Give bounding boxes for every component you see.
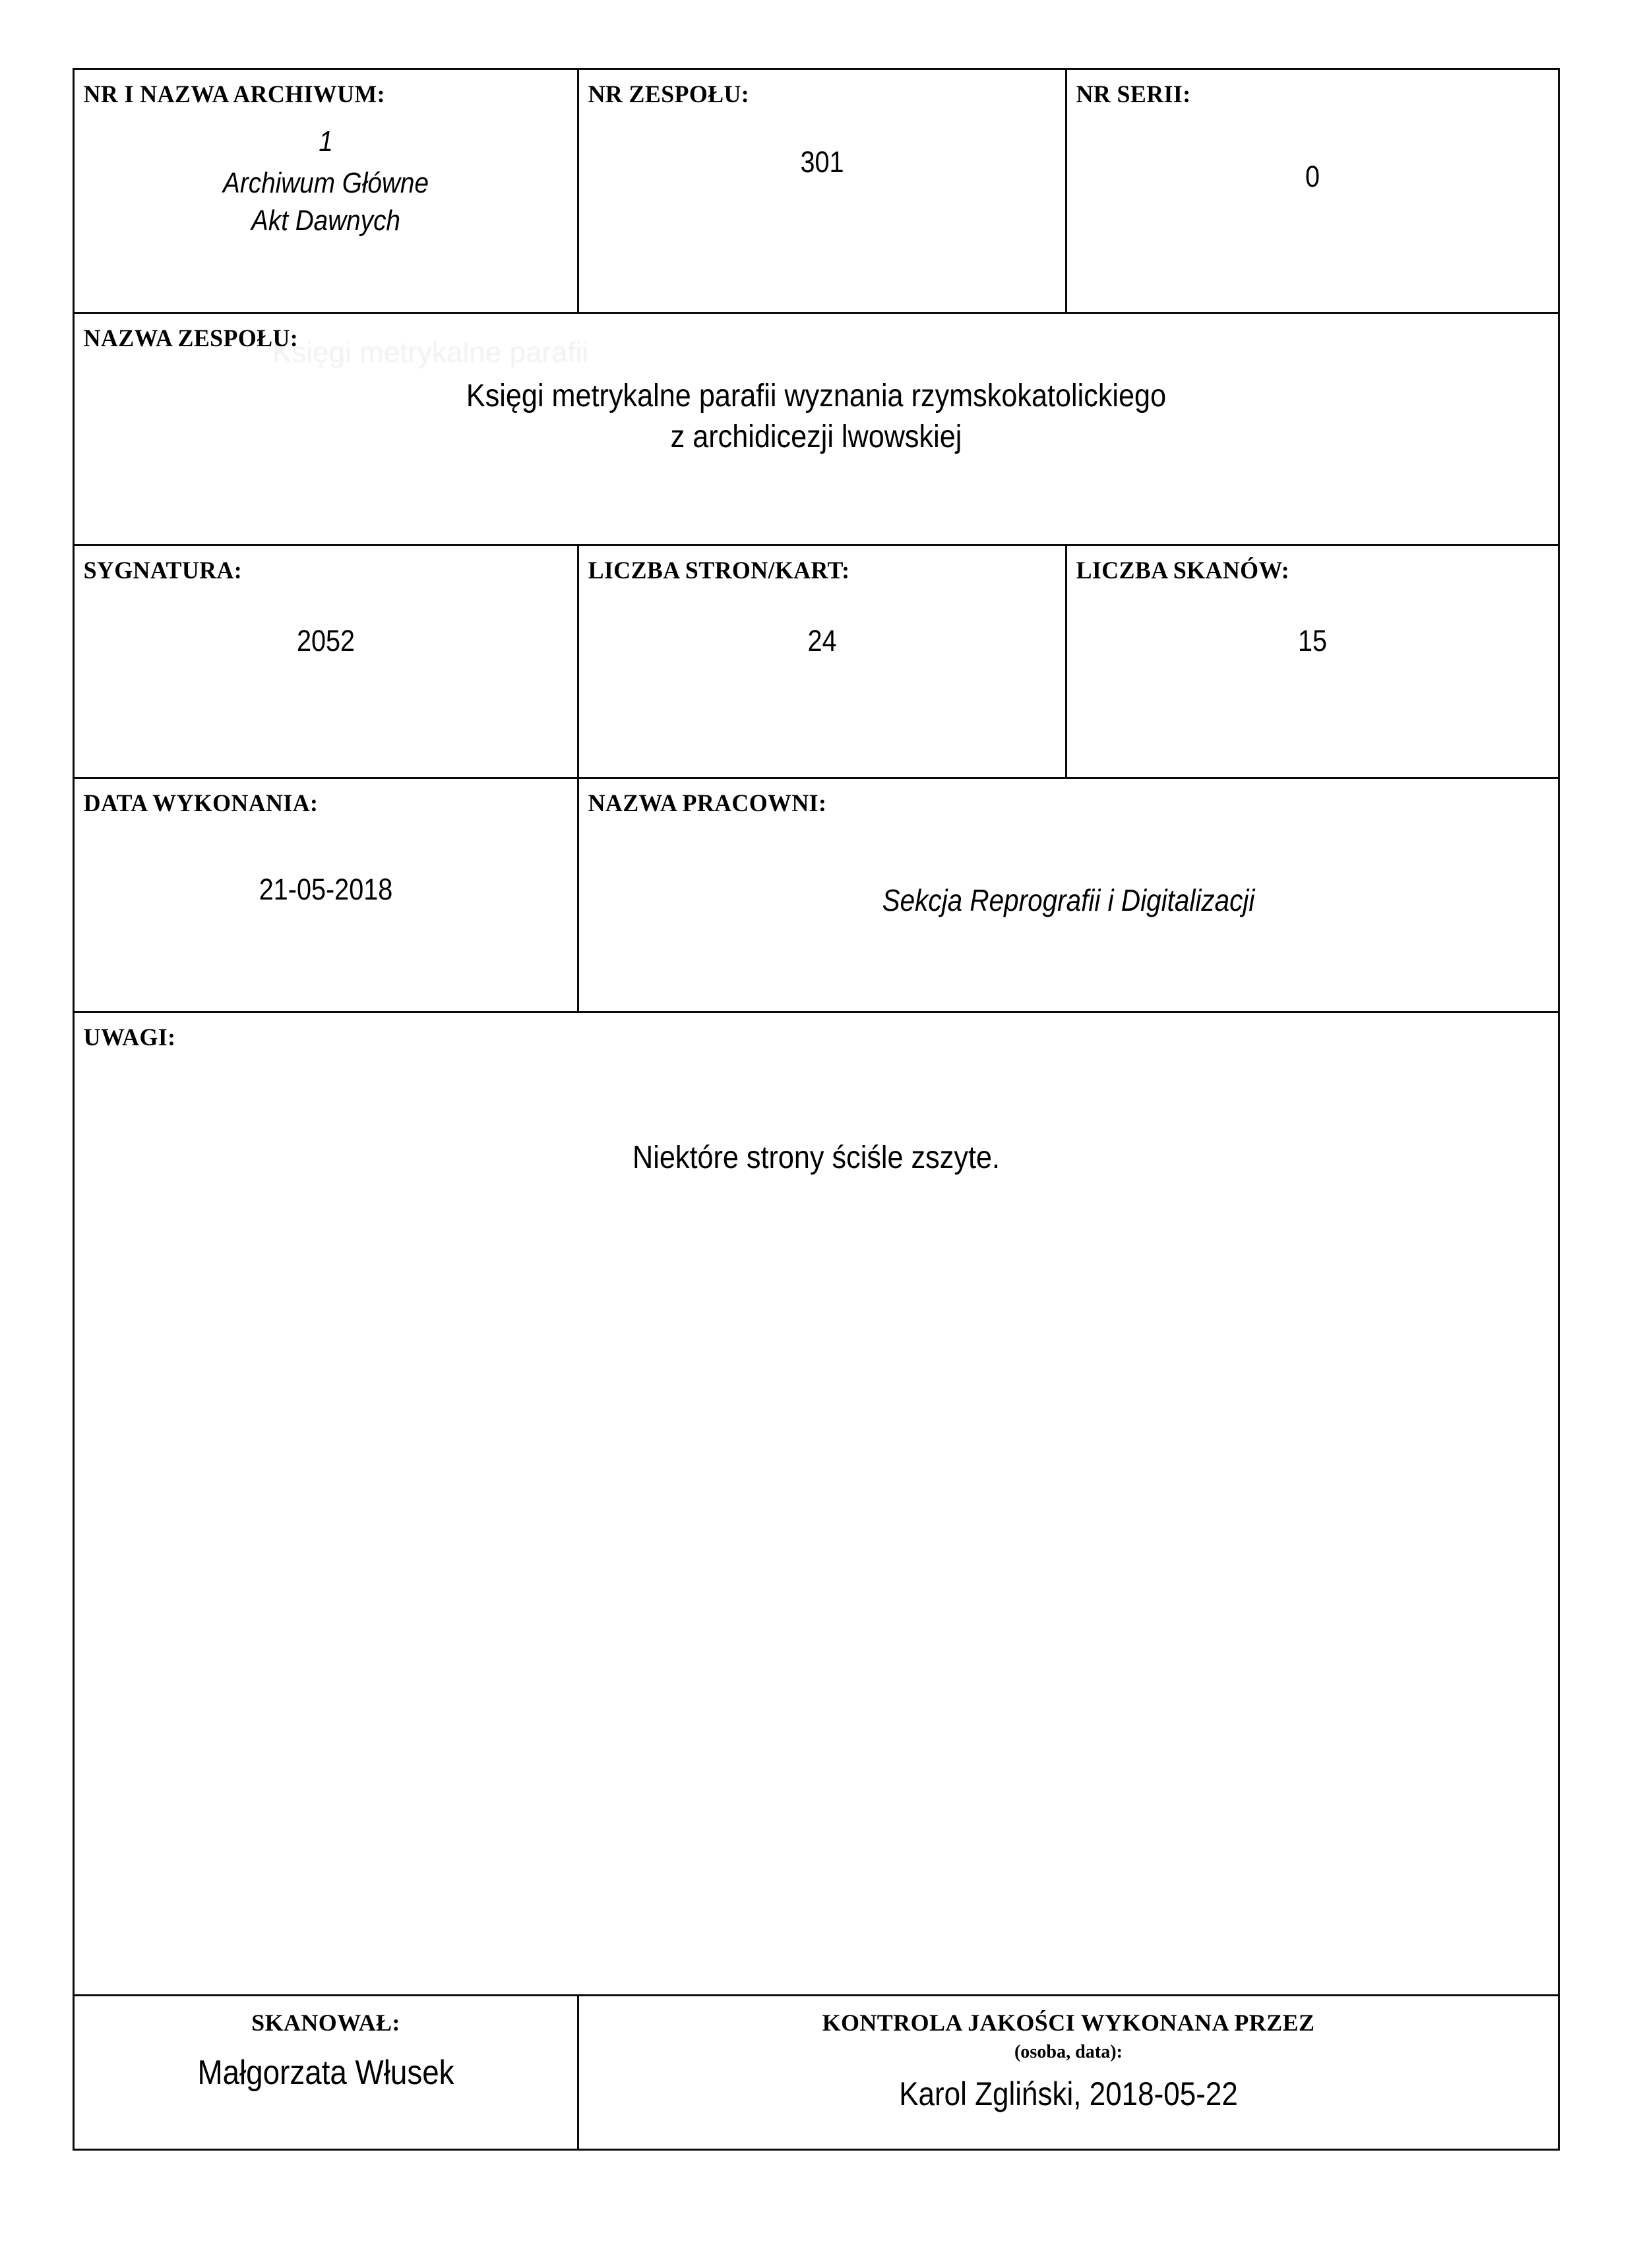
value-archive-name-line1: Archiwum Główne (222, 167, 429, 200)
cell-fonds-name (74, 313, 1559, 545)
cell-workshop (578, 778, 1559, 1012)
table-row-fonds-name (74, 313, 1559, 545)
value-signature: 2052 (296, 623, 355, 658)
label-workshop: NAZWA PRACOWNI: (588, 790, 827, 817)
value-date-done: 21-05-2018 (259, 872, 393, 906)
label-scan-count: LICZBA SKANÓW: (1076, 557, 1290, 584)
label-remarks: UWAGI: (83, 1024, 176, 1051)
value-fonds-number: 301 (800, 144, 844, 179)
table-row-date-and-workshop (74, 778, 1559, 1012)
cell-quality-control (578, 1996, 1559, 2150)
value-scanned-by: Małgorzata Włusek (197, 2053, 454, 2092)
label-fonds-name: NAZWA ZESPOŁU: (83, 325, 299, 352)
cell-fonds-number (578, 69, 1066, 313)
value-scan-count: 15 (1297, 623, 1328, 658)
cell-page-count (578, 545, 1066, 778)
cell-scanned-by (74, 1996, 578, 2150)
table-row-signature (74, 545, 1559, 778)
label-quality-control-sub: (osoba, data): (1014, 2040, 1123, 2062)
value-series-number: 0 (1305, 159, 1320, 193)
value-fonds-name-line2: z archidicezji lwowskiej (670, 419, 962, 455)
value-archive-number: 1 (319, 125, 333, 158)
value-quality-control: Karol Zgliński, 2018-05-22 (899, 2075, 1238, 2112)
value-fonds-name-line1: Księgi metrykalne parafii wyznania rzymskokatolickiego (466, 378, 1167, 414)
label-page-count: LICZBA STRON/KART: (588, 557, 850, 584)
table-row-signatures (74, 1996, 1559, 2150)
label-archive-number-and-name: NR I NAZWA ARCHIWUM: (83, 81, 385, 108)
cell-date-done (74, 778, 578, 1012)
label-date-done: DATA WYKONANIA: (83, 790, 319, 817)
cell-scan-count (1066, 545, 1559, 778)
table-row-remarks (74, 1012, 1559, 1996)
table-row-archive (74, 69, 1559, 313)
value-workshop: Sekcja Reprografii i Digitalizacji (882, 882, 1255, 917)
label-signature: SYGNATURA: (83, 557, 243, 584)
value-archive-name-line2: Akt Dawnych (251, 204, 400, 237)
cell-signature (74, 545, 578, 778)
label-fonds-number: NR ZESPOŁU: (588, 81, 750, 108)
scan-ghost-artifact: Księgi metrykalne parafii (272, 336, 589, 369)
archive-metadata-table (73, 68, 1560, 2151)
label-scanned-by: SKANOWAŁ: (251, 2009, 400, 2036)
cell-remarks (74, 1012, 1559, 1996)
value-remarks: Niektóre strony ściśle zszyte. (632, 1140, 1000, 1175)
cell-series-number (1066, 69, 1559, 313)
cell-archive (74, 69, 578, 313)
value-page-count: 24 (807, 623, 837, 658)
label-series-number: NR SERII: (1076, 81, 1191, 108)
label-quality-control: KONTROLA JAKOŚCI WYKONANA PRZEZ (822, 2009, 1315, 2036)
